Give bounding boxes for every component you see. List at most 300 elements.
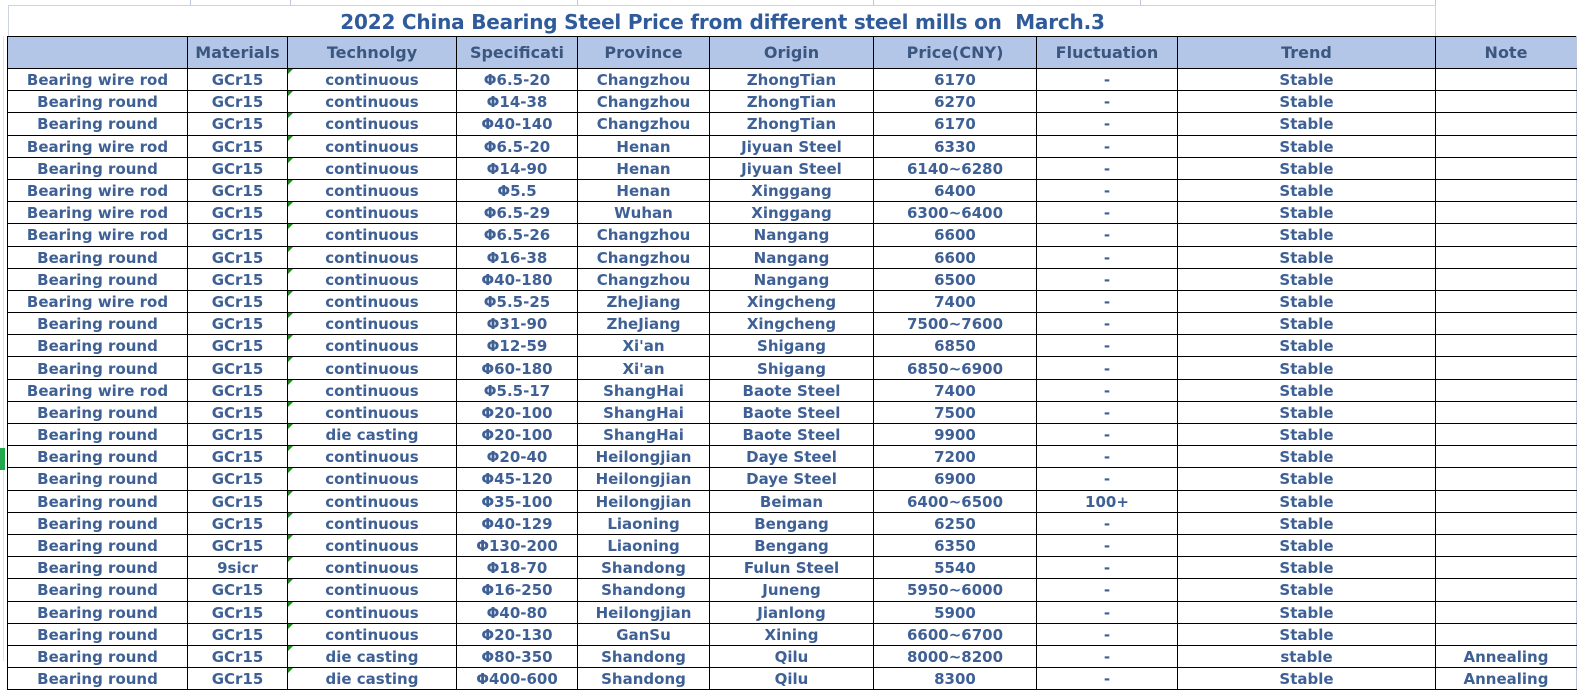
- cell-origin[interactable]: Xingcheng: [710, 313, 874, 335]
- cell-material[interactable]: GCr15: [188, 490, 288, 512]
- cell-specification[interactable]: Φ6.5-20: [457, 135, 578, 157]
- cell-origin[interactable]: Beiman: [710, 490, 874, 512]
- cell-trend[interactable]: Stable: [1178, 468, 1436, 490]
- cell-technology[interactable]: continuous: [288, 534, 457, 556]
- cell-material[interactable]: GCr15: [188, 113, 288, 135]
- cell-technology[interactable]: continuous: [288, 490, 457, 512]
- cell-fluctuation[interactable]: -: [1037, 401, 1178, 423]
- cell-price[interactable]: 6330: [874, 135, 1037, 157]
- cell-province[interactable]: Liaoning: [578, 534, 710, 556]
- cell-trend[interactable]: Stable: [1178, 512, 1436, 534]
- header-product[interactable]: [8, 37, 188, 69]
- cell-technology[interactable]: continuous: [288, 268, 457, 290]
- cell-material[interactable]: GCr15: [188, 512, 288, 534]
- table-row: [8, 601, 1577, 623]
- cell-price[interactable]: 5950~6000: [874, 579, 1037, 601]
- cell-origin[interactable]: Nangang: [710, 246, 874, 268]
- cell-fluctuation[interactable]: 100+: [1037, 490, 1178, 512]
- cell-specification[interactable]: Φ18-70: [457, 557, 578, 579]
- cell-technology[interactable]: continuous: [288, 357, 457, 379]
- cell-origin[interactable]: Shigang: [710, 357, 874, 379]
- cell-trend[interactable]: Stable: [1178, 601, 1436, 623]
- cell-product[interactable]: Bearing wire rod: [8, 379, 188, 401]
- cell-price[interactable]: 6140~6280: [874, 157, 1037, 179]
- table-row: [8, 534, 1577, 556]
- cell-origin[interactable]: Jiyuan Steel: [710, 135, 874, 157]
- cell-origin[interactable]: ZhongTian: [710, 91, 874, 113]
- cell-fluctuation[interactable]: -: [1037, 668, 1178, 690]
- cell-note[interactable]: [1436, 113, 1577, 135]
- cell-trend[interactable]: Stable: [1178, 557, 1436, 579]
- cell-product[interactable]: Bearing round: [8, 579, 188, 601]
- cell-specification[interactable]: Φ6.5-20: [457, 69, 578, 91]
- table-row: [8, 557, 1577, 579]
- cell-note[interactable]: [1436, 157, 1577, 179]
- header-trend[interactable]: Trend: [1178, 37, 1436, 69]
- cell-material[interactable]: GCr15: [188, 668, 288, 690]
- cell-material[interactable]: GCr15: [188, 157, 288, 179]
- cell-specification[interactable]: Φ40-80: [457, 601, 578, 623]
- cell-fluctuation[interactable]: -: [1037, 313, 1178, 335]
- cell-fluctuation[interactable]: -: [1037, 113, 1178, 135]
- cell-material[interactable]: GCr15: [188, 268, 288, 290]
- cell-trend[interactable]: Stable: [1178, 135, 1436, 157]
- cell-origin[interactable]: Nangang: [710, 268, 874, 290]
- cell-trend[interactable]: Stable: [1178, 335, 1436, 357]
- cell-product[interactable]: Bearing round: [8, 534, 188, 556]
- cell-fluctuation[interactable]: -: [1037, 601, 1178, 623]
- cell-note[interactable]: [1436, 401, 1577, 423]
- cell-price[interactable]: 6250: [874, 512, 1037, 534]
- table-row: [8, 246, 1577, 268]
- cell-material[interactable]: GCr15: [188, 379, 288, 401]
- cell-origin[interactable]: Xinggang: [710, 202, 874, 224]
- cell-fluctuation[interactable]: -: [1037, 468, 1178, 490]
- cell-trend[interactable]: Stable: [1178, 113, 1436, 135]
- cell-product[interactable]: Bearing wire rod: [8, 202, 188, 224]
- cell-technology[interactable]: die casting: [288, 645, 457, 667]
- cell-specification[interactable]: Φ6.5-26: [457, 224, 578, 246]
- cell-product[interactable]: Bearing round: [8, 468, 188, 490]
- cell-material[interactable]: GCr15: [188, 179, 288, 201]
- cell-material[interactable]: GCr15: [188, 224, 288, 246]
- cell-product[interactable]: Bearing round: [8, 446, 188, 468]
- cell-note[interactable]: [1436, 335, 1577, 357]
- cell-note[interactable]: [1436, 91, 1577, 113]
- cell-product[interactable]: Bearing round: [8, 557, 188, 579]
- cell-technology[interactable]: continuous: [288, 113, 457, 135]
- cell-price[interactable]: 6400: [874, 179, 1037, 201]
- header-province[interactable]: Province: [578, 37, 710, 69]
- cell-province[interactable]: Heilongjian: [578, 446, 710, 468]
- cell-technology[interactable]: die casting: [288, 424, 457, 446]
- cell-specification[interactable]: Φ14-90: [457, 157, 578, 179]
- cell-material[interactable]: GCr15: [188, 468, 288, 490]
- cell-product[interactable]: Bearing wire rod: [8, 69, 188, 91]
- cell-note[interactable]: [1436, 135, 1577, 157]
- cell-specification[interactable]: Φ20-100: [457, 424, 578, 446]
- cell-material[interactable]: GCr15: [188, 313, 288, 335]
- price-table: [7, 36, 1577, 690]
- cell-province[interactable]: Changzhou: [578, 91, 710, 113]
- cell-note[interactable]: [1436, 424, 1577, 446]
- cell-price[interactable]: 6500: [874, 268, 1037, 290]
- cell-fluctuation[interactable]: -: [1037, 446, 1178, 468]
- cell-fluctuation[interactable]: -: [1037, 135, 1178, 157]
- cell-price[interactable]: 7500~7600: [874, 313, 1037, 335]
- cell-fluctuation[interactable]: -: [1037, 179, 1178, 201]
- cell-material[interactable]: GCr15: [188, 91, 288, 113]
- cell-trend[interactable]: Stable: [1178, 246, 1436, 268]
- table-row: [8, 179, 1577, 201]
- cell-province[interactable]: Changzhou: [578, 69, 710, 91]
- cell-trend[interactable]: Stable: [1178, 290, 1436, 312]
- cell-province[interactable]: GanSu: [578, 623, 710, 645]
- cell-note[interactable]: [1436, 69, 1577, 91]
- cell-specification[interactable]: Φ16-250: [457, 579, 578, 601]
- cell-specification[interactable]: Φ400-600: [457, 668, 578, 690]
- cell-origin[interactable]: Jiyuan Steel: [710, 157, 874, 179]
- cell-technology[interactable]: continuous: [288, 601, 457, 623]
- cell-province[interactable]: Shandong: [578, 645, 710, 667]
- cell-material[interactable]: GCr15: [188, 534, 288, 556]
- cell-specification[interactable]: Φ20-100: [457, 401, 578, 423]
- cell-origin[interactable]: Bengang: [710, 534, 874, 556]
- cell-note[interactable]: [1436, 490, 1577, 512]
- cell-technology[interactable]: continuous: [288, 579, 457, 601]
- header-fluctuation[interactable]: Fluctuation: [1037, 37, 1178, 69]
- cell-price[interactable]: 6170: [874, 113, 1037, 135]
- cell-product[interactable]: Bearing round: [8, 490, 188, 512]
- cell-origin[interactable]: Xingcheng: [710, 290, 874, 312]
- cell-fluctuation[interactable]: -: [1037, 69, 1178, 91]
- table-row: [8, 645, 1577, 667]
- cell-fluctuation[interactable]: -: [1037, 579, 1178, 601]
- cell-origin[interactable]: Shigang: [710, 335, 874, 357]
- cell-technology[interactable]: continuous: [288, 135, 457, 157]
- cell-trend[interactable]: stable: [1178, 645, 1436, 667]
- cell-origin[interactable]: Fulun Steel: [710, 557, 874, 579]
- cell-price[interactable]: 8000~8200: [874, 645, 1037, 667]
- cell-note[interactable]: [1436, 179, 1577, 201]
- cell-origin[interactable]: ZhongTian: [710, 69, 874, 91]
- cell-specification[interactable]: Φ6.5-29: [457, 202, 578, 224]
- cell-price[interactable]: 6170: [874, 69, 1037, 91]
- cell-technology[interactable]: continuous: [288, 335, 457, 357]
- cell-trend[interactable]: Stable: [1178, 379, 1436, 401]
- cell-trend[interactable]: Stable: [1178, 224, 1436, 246]
- cell-note[interactable]: [1436, 290, 1577, 312]
- cell-material[interactable]: GCr15: [188, 401, 288, 423]
- cell-price[interactable]: 6600: [874, 224, 1037, 246]
- cell-price[interactable]: 7400: [874, 290, 1037, 312]
- cell-technology[interactable]: continuous: [288, 224, 457, 246]
- cell-technology[interactable]: continuous: [288, 512, 457, 534]
- cell-origin[interactable]: Xining: [710, 623, 874, 645]
- cell-province[interactable]: ShangHai: [578, 401, 710, 423]
- cell-origin[interactable]: Daye Steel: [710, 446, 874, 468]
- cell-trend[interactable]: Stable: [1178, 534, 1436, 556]
- cell-product[interactable]: Bearing wire rod: [8, 179, 188, 201]
- cell-trend[interactable]: Stable: [1178, 401, 1436, 423]
- cell-price[interactable]: 6850~6900: [874, 357, 1037, 379]
- cell-price[interactable]: 9900: [874, 424, 1037, 446]
- cell-material[interactable]: GCr15: [188, 623, 288, 645]
- table-row: [8, 379, 1577, 401]
- header-specification[interactable]: Specificati: [457, 37, 578, 69]
- cell-trend[interactable]: Stable: [1178, 424, 1436, 446]
- cell-province[interactable]: Heilongjian: [578, 468, 710, 490]
- cell-product[interactable]: Bearing round: [8, 401, 188, 423]
- cell-origin[interactable]: Baote Steel: [710, 401, 874, 423]
- cell-fluctuation[interactable]: -: [1037, 268, 1178, 290]
- cell-price[interactable]: 7500: [874, 401, 1037, 423]
- cell-price[interactable]: 6400~6500: [874, 490, 1037, 512]
- cell-trend[interactable]: Stable: [1178, 157, 1436, 179]
- cell-note[interactable]: Annealing: [1436, 645, 1577, 667]
- cell-technology[interactable]: continuous: [288, 290, 457, 312]
- cell-note[interactable]: Annealing: [1436, 668, 1577, 690]
- cell-origin[interactable]: Qilu: [710, 645, 874, 667]
- cell-specification[interactable]: Φ14-38: [457, 91, 578, 113]
- cell-product[interactable]: Bearing round: [8, 246, 188, 268]
- cell-price[interactable]: 7400: [874, 379, 1037, 401]
- cell-trend[interactable]: Stable: [1178, 357, 1436, 379]
- cell-product[interactable]: Bearing round: [8, 424, 188, 446]
- cell-product[interactable]: Bearing round: [8, 601, 188, 623]
- cell-note[interactable]: [1436, 224, 1577, 246]
- cell-fluctuation[interactable]: -: [1037, 290, 1178, 312]
- cell-product[interactable]: Bearing round: [8, 91, 188, 113]
- cell-origin[interactable]: Baote Steel: [710, 424, 874, 446]
- cell-material[interactable]: GCr15: [188, 357, 288, 379]
- cell-specification[interactable]: Φ5.5: [457, 179, 578, 201]
- cell-product[interactable]: Bearing round: [8, 512, 188, 534]
- cell-material[interactable]: GCr15: [188, 579, 288, 601]
- cell-specification[interactable]: Φ20-40: [457, 446, 578, 468]
- cell-trend[interactable]: Stable: [1178, 179, 1436, 201]
- cell-fluctuation[interactable]: -: [1037, 645, 1178, 667]
- cell-origin[interactable]: Jianlong: [710, 601, 874, 623]
- cell-specification[interactable]: Φ16-38: [457, 246, 578, 268]
- cell-product[interactable]: Bearing wire rod: [8, 224, 188, 246]
- cell-specification[interactable]: Φ20-130: [457, 623, 578, 645]
- cell-fluctuation[interactable]: -: [1037, 335, 1178, 357]
- cell-specification[interactable]: Φ80-350: [457, 645, 578, 667]
- cell-fluctuation[interactable]: -: [1037, 202, 1178, 224]
- cell-price[interactable]: 6300~6400: [874, 202, 1037, 224]
- cell-price[interactable]: 6600~6700: [874, 623, 1037, 645]
- cell-origin[interactable]: Daye Steel: [710, 468, 874, 490]
- cell-technology[interactable]: continuous: [288, 202, 457, 224]
- cell-trend[interactable]: Stable: [1178, 446, 1436, 468]
- cell-technology[interactable]: die casting: [288, 668, 457, 690]
- cell-province[interactable]: Xi'an: [578, 357, 710, 379]
- cell-fluctuation[interactable]: -: [1037, 157, 1178, 179]
- cell-province[interactable]: Changzhou: [578, 268, 710, 290]
- cell-note[interactable]: [1436, 512, 1577, 534]
- cell-product[interactable]: Bearing round: [8, 335, 188, 357]
- cell-fluctuation[interactable]: -: [1037, 534, 1178, 556]
- cell-province[interactable]: Liaoning: [578, 512, 710, 534]
- cell-province[interactable]: Xi'an: [578, 335, 710, 357]
- cell-province[interactable]: Shandong: [578, 557, 710, 579]
- cell-technology[interactable]: continuous: [288, 157, 457, 179]
- cell-province[interactable]: Henan: [578, 135, 710, 157]
- cell-material[interactable]: GCr15: [188, 335, 288, 357]
- cell-trend[interactable]: Stable: [1178, 202, 1436, 224]
- cell-technology[interactable]: continuous: [288, 401, 457, 423]
- cell-origin[interactable]: Nangang: [710, 224, 874, 246]
- cell-note[interactable]: [1436, 623, 1577, 645]
- cell-note[interactable]: [1436, 579, 1577, 601]
- cell-origin[interactable]: Qilu: [710, 668, 874, 690]
- cell-note[interactable]: [1436, 202, 1577, 224]
- cell-technology[interactable]: continuous: [288, 179, 457, 201]
- cell-province[interactable]: Changzhou: [578, 224, 710, 246]
- cell-price[interactable]: 7200: [874, 446, 1037, 468]
- cell-material[interactable]: GCr15: [188, 601, 288, 623]
- cell-trend[interactable]: Stable: [1178, 69, 1436, 91]
- cell-specification[interactable]: Φ130-200: [457, 534, 578, 556]
- header-origin[interactable]: Origin: [710, 37, 874, 69]
- header-technology[interactable]: Technolgy: [288, 37, 457, 69]
- cell-specification[interactable]: Φ5.5-17: [457, 379, 578, 401]
- cell-price[interactable]: 6900: [874, 468, 1037, 490]
- cell-technology[interactable]: continuous: [288, 557, 457, 579]
- cell-price[interactable]: 6600: [874, 246, 1037, 268]
- cell-technology[interactable]: continuous: [288, 468, 457, 490]
- cell-material[interactable]: GCr15: [188, 202, 288, 224]
- cell-specification[interactable]: Φ60-180: [457, 357, 578, 379]
- cell-product[interactable]: Bearing round: [8, 668, 188, 690]
- cell-origin[interactable]: ZhongTian: [710, 113, 874, 135]
- cell-province[interactable]: Heilongjian: [578, 490, 710, 512]
- cell-product[interactable]: Bearing wire rod: [8, 135, 188, 157]
- cell-specification[interactable]: Φ40-180: [457, 268, 578, 290]
- cell-note[interactable]: [1436, 446, 1577, 468]
- cell-note[interactable]: [1436, 313, 1577, 335]
- table-row: [8, 512, 1577, 534]
- header-materials[interactable]: Materials: [188, 37, 288, 69]
- cell-trend[interactable]: Stable: [1178, 490, 1436, 512]
- cell-technology[interactable]: continuous: [288, 446, 457, 468]
- cell-origin[interactable]: Bengang: [710, 512, 874, 534]
- cell-fluctuation[interactable]: -: [1037, 91, 1178, 113]
- cell-material[interactable]: GCr15: [188, 424, 288, 446]
- cell-province[interactable]: ZheJiang: [578, 313, 710, 335]
- cell-province[interactable]: ZheJiang: [578, 290, 710, 312]
- cell-province[interactable]: Heilongjian: [578, 601, 710, 623]
- header-note[interactable]: Note: [1436, 37, 1577, 69]
- cell-material[interactable]: GCr15: [188, 645, 288, 667]
- cell-product[interactable]: Bearing round: [8, 313, 188, 335]
- cell-product[interactable]: Bearing round: [8, 157, 188, 179]
- cell-technology[interactable]: continuous: [288, 379, 457, 401]
- cell-specification[interactable]: Φ5.5-25: [457, 290, 578, 312]
- cell-province[interactable]: Changzhou: [578, 246, 710, 268]
- cell-technology[interactable]: continuous: [288, 313, 457, 335]
- cell-specification[interactable]: Φ31-90: [457, 313, 578, 335]
- cell-price[interactable]: 5900: [874, 601, 1037, 623]
- cell-trend[interactable]: Stable: [1178, 579, 1436, 601]
- cell-province[interactable]: Changzhou: [578, 113, 710, 135]
- cell-fluctuation[interactable]: -: [1037, 357, 1178, 379]
- cell-province[interactable]: Wuhan: [578, 202, 710, 224]
- cell-technology[interactable]: continuous: [288, 623, 457, 645]
- cell-product[interactable]: Bearing round: [8, 645, 188, 667]
- cell-note[interactable]: [1436, 557, 1577, 579]
- cell-note[interactable]: [1436, 246, 1577, 268]
- cell-product[interactable]: Bearing wire rod: [8, 290, 188, 312]
- cell-note[interactable]: [1436, 534, 1577, 556]
- cell-product[interactable]: Bearing round: [8, 268, 188, 290]
- cell-product[interactable]: Bearing round: [8, 623, 188, 645]
- cell-note[interactable]: [1436, 468, 1577, 490]
- cell-fluctuation[interactable]: -: [1037, 623, 1178, 645]
- cell-material[interactable]: GCr15: [188, 69, 288, 91]
- cell-origin[interactable]: Xinggang: [710, 179, 874, 201]
- cell-specification[interactable]: Φ35-100: [457, 490, 578, 512]
- cell-fluctuation[interactable]: -: [1037, 246, 1178, 268]
- cell-price[interactable]: 5540: [874, 557, 1037, 579]
- cell-specification[interactable]: Φ12-59: [457, 335, 578, 357]
- cell-fluctuation[interactable]: -: [1037, 224, 1178, 246]
- cell-fluctuation[interactable]: -: [1037, 512, 1178, 534]
- header-price[interactable]: Price(CNY): [874, 37, 1037, 69]
- cell-specification[interactable]: Φ40-129: [457, 512, 578, 534]
- cell-trend[interactable]: Stable: [1178, 91, 1436, 113]
- cell-technology[interactable]: continuous: [288, 91, 457, 113]
- cell-price[interactable]: 6270: [874, 91, 1037, 113]
- cell-material[interactable]: GCr15: [188, 135, 288, 157]
- cell-note[interactable]: [1436, 268, 1577, 290]
- cell-material[interactable]: GCr15: [188, 290, 288, 312]
- cell-material[interactable]: GCr15: [188, 446, 288, 468]
- cell-note[interactable]: [1436, 357, 1577, 379]
- cell-price[interactable]: 8300: [874, 668, 1037, 690]
- cell-trend[interactable]: Stable: [1178, 268, 1436, 290]
- cell-province[interactable]: Shandong: [578, 668, 710, 690]
- cell-fluctuation[interactable]: -: [1037, 424, 1178, 446]
- cell-product[interactable]: Bearing round: [8, 357, 188, 379]
- cell-technology[interactable]: continuous: [288, 246, 457, 268]
- cell-province[interactable]: Shandong: [578, 579, 710, 601]
- cell-material[interactable]: 9sicr: [188, 557, 288, 579]
- cell-trend[interactable]: Stable: [1178, 623, 1436, 645]
- cell-technology[interactable]: continuous: [288, 69, 457, 91]
- cell-province[interactable]: ShangHai: [578, 379, 710, 401]
- cell-fluctuation[interactable]: -: [1037, 557, 1178, 579]
- cell-fluctuation[interactable]: -: [1037, 379, 1178, 401]
- cell-origin[interactable]: Baote Steel: [710, 379, 874, 401]
- cell-province[interactable]: Henan: [578, 157, 710, 179]
- cell-province[interactable]: Henan: [578, 179, 710, 201]
- cell-trend[interactable]: Stable: [1178, 313, 1436, 335]
- cell-note[interactable]: [1436, 601, 1577, 623]
- cell-material[interactable]: GCr15: [188, 246, 288, 268]
- cell-origin[interactable]: Juneng: [710, 579, 874, 601]
- cell-specification[interactable]: Φ40-140: [457, 113, 578, 135]
- title-right-empty-cell[interactable]: [1435, 5, 1576, 36]
- cell-specification[interactable]: Φ45-120: [457, 468, 578, 490]
- cell-price[interactable]: 6350: [874, 534, 1037, 556]
- cell-note[interactable]: [1436, 379, 1577, 401]
- cell-trend[interactable]: Stable: [1178, 668, 1436, 690]
- cell-price[interactable]: 6850: [874, 335, 1037, 357]
- cell-product[interactable]: Bearing round: [8, 113, 188, 135]
- cell-province[interactable]: ShangHai: [578, 424, 710, 446]
